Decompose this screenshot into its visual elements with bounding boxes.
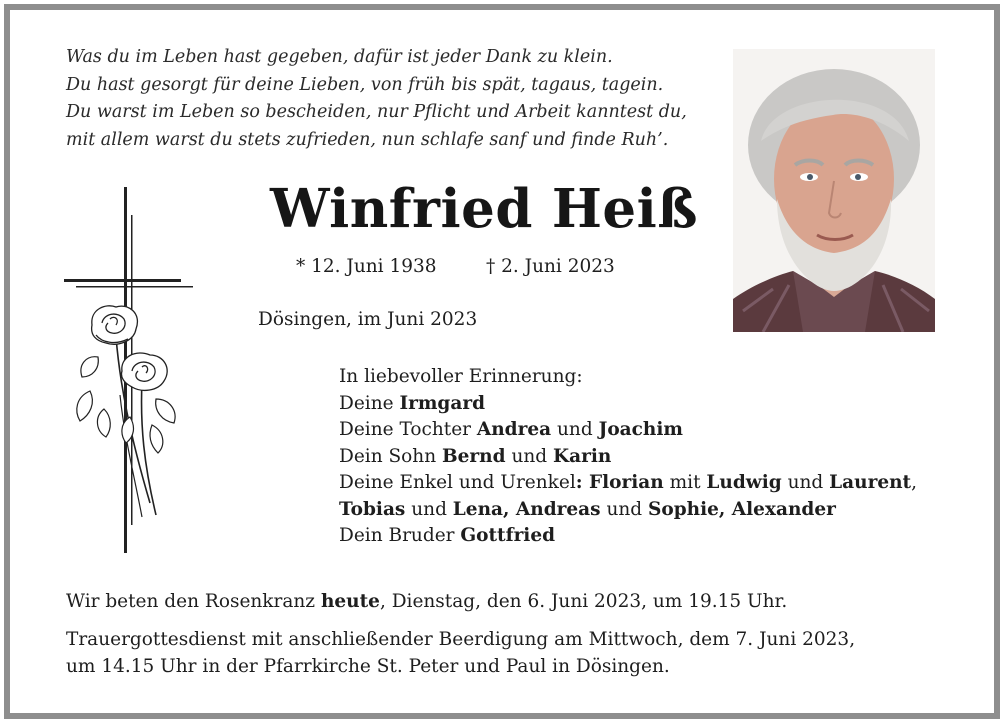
rosary-highlight: heute (320, 591, 380, 612)
rosary-notice (66, 591, 787, 612)
family-member: Laurent (829, 472, 912, 493)
poem-line: Du hast gesorgt für deine Lieben, von früh bis spät, tagaus, tagein. (66, 74, 664, 95)
poem-line: Du warst im Leben so bescheiden, nur Pflicht und Arbeit kanntest du, (66, 102, 687, 122)
poem-line: mit allem warst du stets zufrieden, nun schlafe sanf und finde Ruh’. (66, 129, 669, 150)
family-row (339, 444, 917, 471)
family-text: und (781, 472, 830, 493)
family-member: Irmgard (399, 392, 486, 414)
family-row (339, 391, 917, 418)
poem-line: Was du im Leben hast gegeben, dafür ist jeder Dank zu klein. (66, 47, 613, 67)
family-text: und (551, 419, 599, 440)
rosary-text: Wir beten den Rosenkranz (66, 591, 321, 612)
poem (66, 44, 687, 154)
family-row (339, 523, 917, 550)
mass-line: Trauergottesdienst mit anschließender Beerdigung am Mittwoch, dem 7. Juni 2023, (66, 629, 856, 650)
family-text: Deine Enkel und Urenkel (339, 472, 576, 493)
family-list (339, 364, 917, 550)
place-date: Dösingen, im Juni 2023 (258, 309, 478, 330)
family-row: Deine Enkel und Urenkel: Florian mit Ludwig und Laurent, (339, 472, 917, 493)
mass-line: um 14.15 Uhr in der Pfarrkirche St. Peter und Paul in Dösingen. (66, 656, 670, 677)
cross-with-roses-icon (60, 185, 200, 557)
family-member: Gottfried (460, 525, 556, 546)
family-member: Bernd (442, 445, 506, 467)
family-member: Sophie (648, 498, 719, 520)
deceased-name: Winfried Heiß (270, 178, 699, 240)
family-member: Karin (553, 445, 612, 467)
portrait-photo (733, 49, 935, 332)
funeral-mass-notice (66, 626, 855, 680)
family-member: Joachim (598, 419, 683, 440)
birth-date: * 12. Juni 1938 (296, 256, 437, 277)
rosary-text: , Dienstag, den 6. Juni 2023, um 19.15 Uhr. (379, 591, 788, 612)
family-member: , Alexander (718, 498, 836, 520)
family-text: mit (663, 472, 707, 493)
death-date: † 2. Juni 2023 (486, 256, 615, 277)
family-text: und (600, 498, 648, 520)
portrait-photo-icon (733, 49, 935, 332)
family-text: Dein Sohn (339, 445, 443, 467)
family-text: Deine Tochter (339, 419, 477, 440)
family-member: Tobias (339, 498, 406, 520)
family-member: , Andreas (503, 498, 601, 520)
family-member: Andrea (476, 419, 552, 440)
family-row (339, 417, 917, 444)
family-intro: In liebevoller Erinnerung: (339, 366, 583, 387)
family-text: und (405, 498, 453, 520)
family-member: Lena (452, 498, 504, 520)
family-member: Ludwig (706, 472, 782, 493)
family-text: Deine (339, 392, 400, 414)
family-text: Dein Bruder (339, 525, 461, 546)
family-member: : Florian (575, 472, 664, 493)
family-row (339, 497, 917, 524)
family-text: und (505, 445, 553, 467)
